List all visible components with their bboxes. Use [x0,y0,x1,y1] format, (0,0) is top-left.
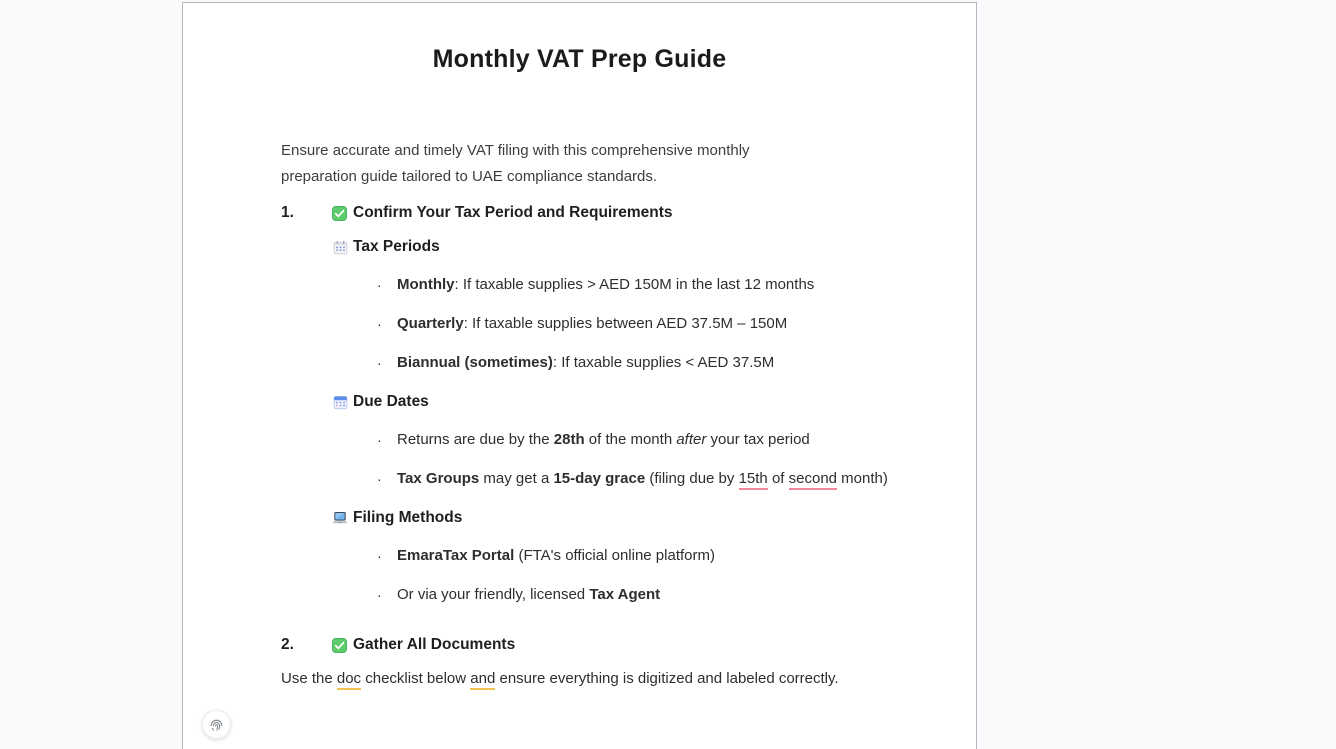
text-run: Tax Groups [397,470,480,487]
text-run: of [767,470,789,487]
bullet-text [397,546,906,566]
text-run: 15-day grace [553,470,646,487]
page-title: Monthly VAT Prep Guide [432,45,727,73]
bullet-item [281,546,906,566]
spiral-calendar-icon [332,239,348,255]
bullet-text [397,585,906,605]
text-run: ensure everything is digitized and labeled correctly. [495,670,839,687]
text-run: (FTA's official online platform) [514,547,715,564]
bullet-item [281,585,906,605]
text-run: : If taxable supplies < AED 37.5M [552,354,775,371]
section-number: 1. [281,204,294,221]
bullet-marker: · [377,587,382,603]
text-run: Monthly [397,276,455,293]
text-run: of the month [584,431,677,448]
suggestion-word[interactable]: 15th [739,470,768,490]
text-run: 28th [553,431,585,448]
section-heading [281,635,906,655]
calendar-icon [332,394,348,410]
suggestion-word[interactable]: doc [337,670,361,690]
subsection-heading [281,392,906,412]
fingerprint-button[interactable] [202,710,231,739]
text-run: Biannual (sometimes) [397,354,553,371]
section-heading [281,203,906,223]
fingerprint-icon [208,716,225,733]
bullet-text [397,275,906,295]
text-run: your tax period [706,431,810,448]
subsection-heading-text: Filing Methods [353,509,463,526]
check-icon [331,637,347,653]
bullet-marker: · [377,432,382,448]
bullet-item [281,430,906,450]
text-run: may get a [479,470,554,487]
subsection-heading [281,237,906,257]
text-run: after [676,431,707,448]
suggestion-word[interactable]: and [470,670,495,690]
bullet-marker: · [377,471,382,487]
suggestion-word[interactable]: second [789,470,837,490]
bullet-item [281,275,906,295]
section-heading-text: Gather All Documents [353,636,516,653]
text-run: Use the [281,670,337,687]
text-run: : If taxable supplies > AED 150M in the last 12 months [454,276,815,293]
subsection-heading [281,508,906,528]
text-run: month) [837,470,888,487]
bullet-text [397,430,906,450]
check-icon [331,205,347,221]
text-run: checklist below [361,670,471,687]
text-run: : If taxable supplies between AED 37.5M – 150M [463,315,788,332]
sections-container [281,203,906,689]
subsection-heading-text: Tax Periods [353,238,440,255]
text-run: Returns are due by the [397,431,554,448]
bullet-text [397,314,906,334]
section-1 [281,203,906,605]
subsection-heading-text: Due Dates [353,393,429,410]
bullet-marker: · [377,355,382,371]
text-run: Tax Agent [589,586,661,603]
bullet-item [281,353,906,373]
text-run: (filing due by [645,470,739,487]
bullet-text [397,353,906,373]
laptop-icon [332,510,348,526]
section-number: 2. [281,636,294,653]
document-page[interactable] [182,2,977,749]
bullet-marker: · [377,548,382,564]
bullet-marker: · [377,277,382,293]
text-run: EmaraTax Portal [397,547,515,564]
intro-paragraph: Ensure accurate and timely VAT filing with this comprehensive monthly preparation guide tailored to UAE compliance standards. [281,142,750,185]
bullet-item [281,469,906,489]
text-run: Quarterly [397,315,464,332]
section-2 [281,635,906,689]
bullet-item [281,314,906,334]
section-heading-text: Confirm Your Tax Period and Requirements [353,204,673,221]
text-run: Or via your friendly, licensed [397,586,590,603]
bullet-marker: · [377,316,382,332]
bullet-text [397,469,906,489]
section-paragraph [281,669,906,689]
